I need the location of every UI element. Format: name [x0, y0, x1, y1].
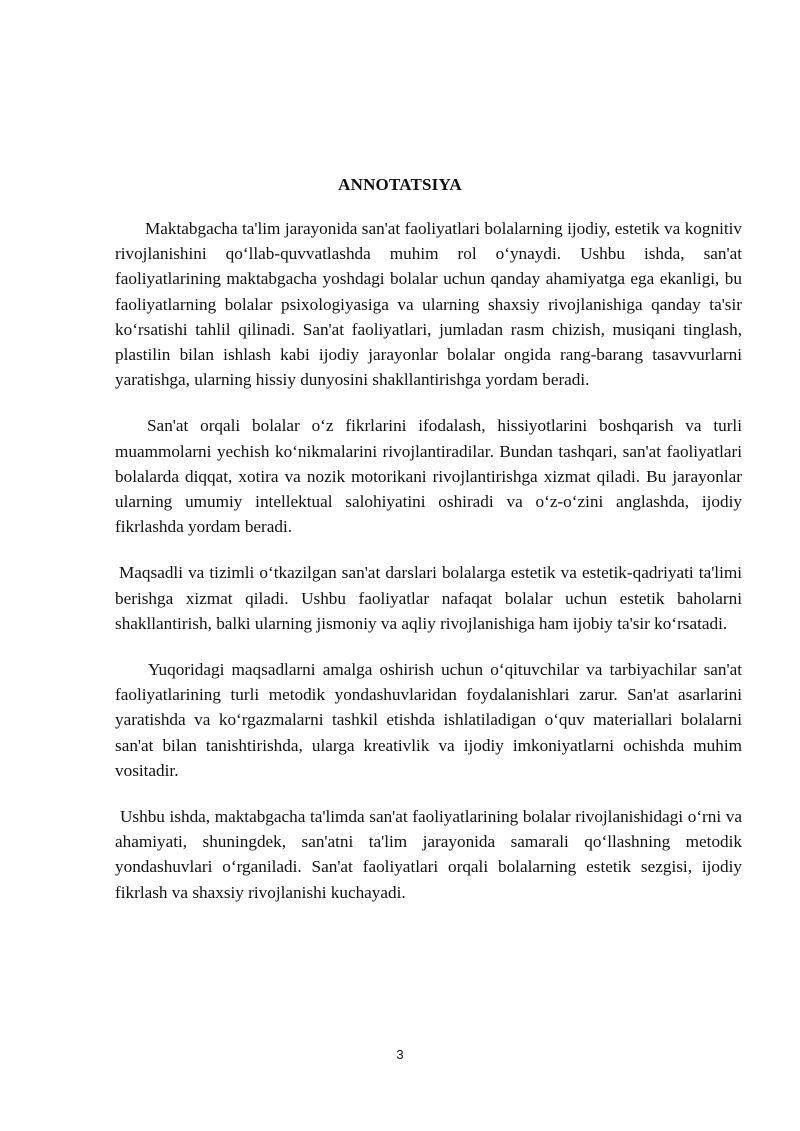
paragraph-3: Maqsadli va tizimli o‘tkazilgan san'at darslari bolalarga estetik va estetik-qadriyati ta'limi berishga xizmat qiladi. Ushbu faoliyatlar nafaqat bolalar uchun estetik baholarni shakllantirish, balki ularning jismoniy va aqliy rivojlanishiga ham ijobiy ta'sir ko‘rsatadi. — [115, 563, 742, 633]
paragraph-5: Ushbu ishda, maktabgacha ta'limda san'at faoliyatlarining bolalar rivojlanishidagi o‘rni va ahamiyati, shuningdek, san'atni ta'lim jarayonida samarali qo‘llashning metodik yondashuvlari o‘rganiladi. San'at faoliyatlari orqali bolalarning estetik sezgisi, ijodiy fikrlash va shaxsiy rivojlanishi kuchayadi. — [115, 807, 742, 902]
paragraph-1: Maktabgacha ta'lim jarayonida san'at faoliyatlari bolalarning ijodiy, estetik va kognitiv rivojlanishini qo‘llab-quvvatlashda muhim rol o‘ynaydi. Ushbu ishda, san'at faoliyatlarining maktabgacha yoshdagi bolalar uchun qanday ahamiyatga ega ekanligi, bu faoliyatlarning bolalar psixologiyasiga va ularning shaxsiy rivojlanishiga qanday ta'sir ko‘rsatishi tahlil qilinadi. San'at faoliyatlari, jumladan rasm chizish, musiqani tinglash, plastilin bilan ishlash kabi ijodiy jarayonlar bolalar ongida rang-barang tasavvurlarni yaratishga, ularning hissiy dunyosini shakllantirishga yordam beradi. — [115, 219, 742, 390]
page-title: ANNOTATSIYA — [338, 175, 462, 194]
page-number: 3 — [396, 1047, 404, 1062]
paragraph-2: San'at orqali bolalar o‘z fikrlarini ifodalash, hissiyotlarini boshqarish va turli muammolarni yechish ko‘nikmalarini rivojlantiradilar. Bundan tashqari, san'at faoliyatlari bolalarda diqqat, xotira va nozik motorikani rivojlantirishga xizmat qiladi. Bu jarayonlar ularning umumiy intellektual salohiyatini oshiradi va o‘z-o‘zini anglashda, ijodiy fikrlashda yordam beradi. — [115, 416, 742, 537]
paragraph-4: Yuqoridagi maqsadlarni amalga oshirish uchun o‘qituvchilar va tarbiyachilar san'at faoliyatlarining turli metodik yondashuvlaridan foydalanishlari zarur. San'at asarlarini yaratishda va ko‘rgazmalarni tashkil etishda ishlatiladigan o‘quv materiallari bolalarni san'at bilan tanishtirishda, ularga kreativlik va ijodiy imkoniyatlarni ochishda muhim vositadir. — [115, 660, 742, 780]
annotation-body — [115, 216, 742, 905]
